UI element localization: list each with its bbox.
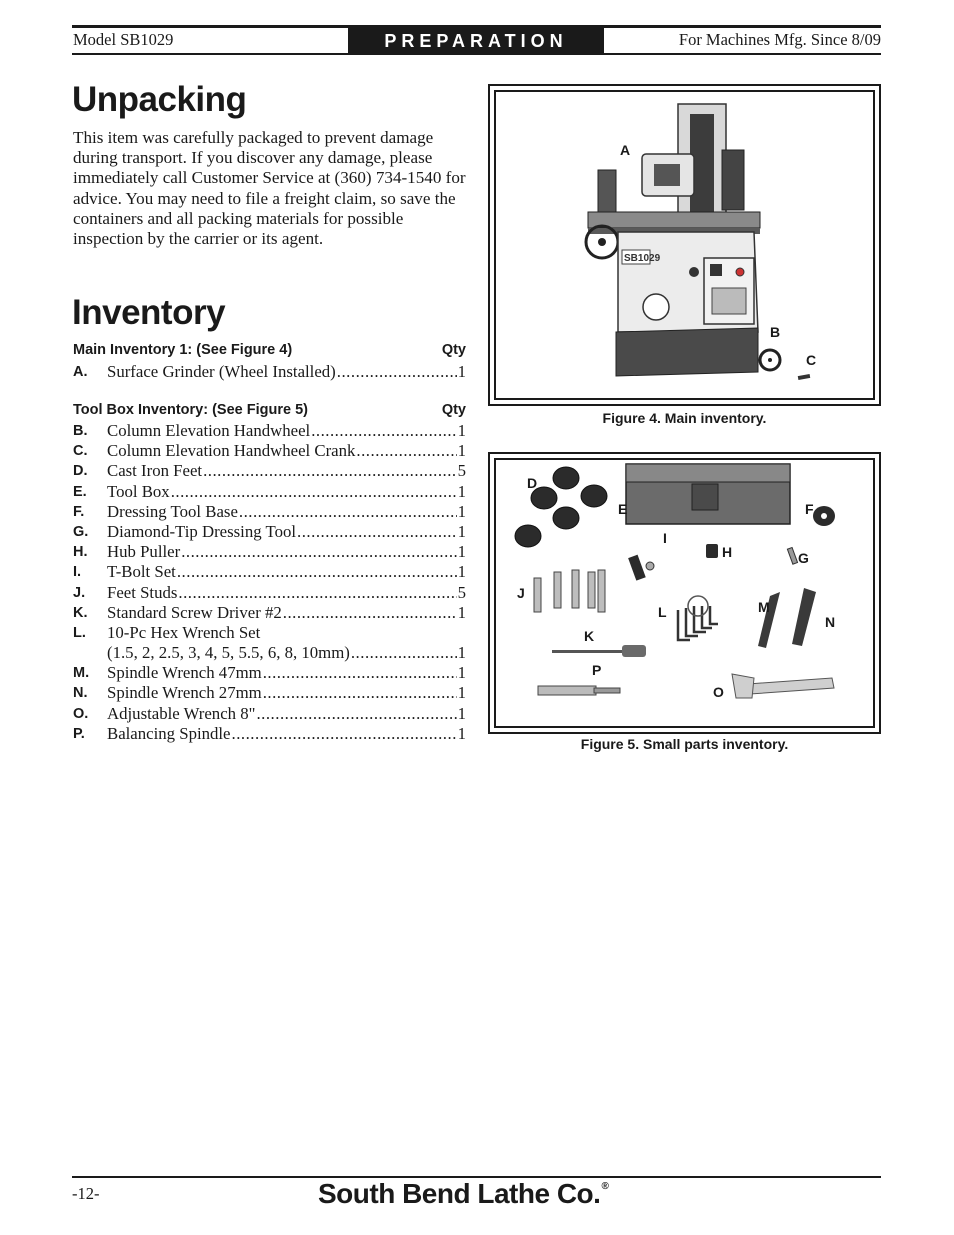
dot-leader [256, 704, 456, 724]
item-line [107, 542, 466, 562]
inventory-item [73, 562, 466, 582]
item-letter: N. [73, 685, 88, 702]
item-line [107, 421, 466, 441]
figure-4-frame [488, 84, 881, 406]
figure-5-image [494, 458, 875, 728]
dot-leader [239, 502, 457, 522]
item-name: Balancing Spindle [107, 723, 231, 743]
inventory-item [73, 461, 466, 481]
registered-mark: ® [601, 1181, 609, 1192]
dot-leader [171, 482, 457, 502]
figure-4-image [494, 90, 875, 400]
inventory-item [73, 623, 466, 663]
item-name: Dressing Tool Base [107, 501, 238, 521]
item-line [107, 603, 466, 623]
item-letter: J. [73, 584, 86, 601]
item-line [107, 441, 466, 461]
header-rule-bottom [72, 53, 881, 55]
item-letter: I. [73, 564, 82, 581]
unpacking-paragraph: This item was carefully packaged to prevent damage during transport. If you discover any damage, please immediately call Customer Service at (360) 734-1540 for advice. You may need to file a freight claim, so save the containers and all packing materials for possible inspection by the carrier or its agent. [73, 128, 466, 249]
inventory-item [73, 362, 466, 382]
item-letter: H. [73, 544, 88, 561]
item-qty: 1 [457, 683, 466, 703]
brand-name: South Bend Lathe Co. [318, 1178, 601, 1209]
item-qty: 1 [457, 362, 466, 381]
item-line [107, 724, 466, 744]
figure-5-label-l: L [658, 604, 667, 620]
item-name: Cast Iron Feet [107, 461, 203, 481]
figure-4-label-b: B [770, 324, 781, 340]
small-parts-illustration [496, 460, 875, 728]
dot-leader [356, 441, 456, 461]
item-qty: 1 [457, 481, 466, 501]
item-letter: M. [73, 665, 90, 682]
dot-leader [177, 562, 457, 582]
inventory-item [73, 724, 466, 744]
dot-leader [337, 362, 457, 382]
figure-5-label-k: K [584, 628, 595, 644]
item-line [107, 522, 466, 542]
item-letter: C. [73, 443, 88, 460]
section-banner: PREPARATION [348, 28, 604, 53]
item-letter: L. [73, 624, 86, 641]
item-letter: P. [73, 725, 85, 742]
figure-5-label-e: E [618, 501, 628, 517]
unpacking-heading: Unpacking [72, 80, 247, 119]
figure-5-label-m: M [758, 599, 770, 615]
toolbox-inventory-heading [73, 402, 466, 418]
inventory-item [73, 482, 466, 502]
item-name: Column Elevation Handwheel Crank [107, 441, 356, 461]
figure-5-label-d: D [527, 475, 538, 491]
main-inventory-heading [73, 342, 466, 358]
inventory-item [73, 421, 466, 441]
item-line [107, 683, 466, 703]
dot-leader [297, 522, 457, 542]
figure-4-caption: Figure 4. Main inventory. [602, 410, 767, 426]
inventory-item [73, 663, 466, 683]
item-letter: G. [73, 523, 89, 540]
toolbox-inventory-list [73, 421, 466, 744]
item-name-continued: (1.5, 2, 2.5, 3, 4, 5, 5.5, 6, 8, 10mm) [107, 643, 350, 663]
dot-leader [232, 724, 457, 744]
item-letter: D. [73, 463, 88, 480]
item-name: Surface Grinder (Wheel Installed) [107, 362, 336, 381]
page-number: -12- [72, 1184, 100, 1203]
item-name: Feet Studs [107, 582, 178, 602]
item-name: Adjustable Wrench 8" [107, 703, 256, 723]
item-line [107, 562, 466, 582]
item-name: T-Bolt Set [107, 562, 176, 582]
dot-leader [351, 643, 457, 663]
inventory-item [73, 502, 466, 522]
toolbox-inventory-qty-header: Qty [441, 402, 466, 418]
item-line [107, 583, 466, 603]
figure-5-caption: Figure 5. Small parts inventory. [580, 736, 789, 752]
item-line [107, 461, 466, 481]
item-qty: 1 [457, 421, 466, 440]
figure-5-label-i: I [663, 530, 667, 546]
figure-5-label-p: P [592, 662, 602, 678]
figure-5-label-g: G [798, 550, 809, 566]
item-name: Spindle Wrench 27mm [107, 683, 262, 703]
item-letter: A. [73, 364, 88, 380]
inventory-item [73, 683, 466, 703]
inventory-item [73, 704, 466, 724]
inventory-item [73, 441, 466, 461]
item-name: Diamond-Tip Dressing Tool [107, 521, 297, 541]
item-qty: 1 [457, 663, 466, 683]
figure-4-label-c: C [806, 352, 817, 368]
dot-leader [263, 683, 457, 703]
figure-5-frame [488, 452, 881, 734]
figure-4-label-a: A [620, 142, 631, 158]
item-qty: 1 [457, 441, 466, 461]
item-letter: O. [73, 705, 89, 722]
figure-5-label-n: N [825, 614, 836, 630]
manufacture-date-label: For Machines Mfg. Since 8/09 [678, 30, 881, 49]
item-letter: K. [73, 604, 88, 621]
item-letter: F. [73, 503, 85, 520]
dot-leader [263, 663, 457, 683]
item-qty: 1 [457, 542, 466, 562]
dot-leader [283, 603, 457, 623]
item-qty: 5 [457, 461, 466, 481]
inventory-heading: Inventory [72, 293, 226, 332]
figure-5-label-f: F [805, 501, 814, 517]
item-qty: 1 [457, 521, 466, 541]
inventory-item [73, 603, 466, 623]
toolbox-inventory-title: Tool Box Inventory: (See Figure 5) [73, 402, 308, 418]
item-line [107, 704, 466, 724]
dot-leader [178, 583, 456, 603]
main-inventory-qty-header: Qty [441, 342, 466, 358]
item-line [107, 643, 466, 663]
brand-logo [318, 1178, 608, 1210]
item-name: Standard Screw Driver #2 [107, 602, 282, 622]
item-qty: 1 [457, 562, 466, 582]
item-line [107, 663, 466, 683]
figure-5-label-j: J [517, 585, 525, 601]
inventory-item [73, 522, 466, 542]
inventory-item [73, 542, 466, 562]
item-name: Tool Box [107, 481, 170, 501]
model-label: Model SB1029 [73, 30, 174, 49]
item-name: Column Elevation Handwheel [107, 421, 311, 440]
item-qty: 5 [457, 582, 466, 602]
surface-grinder-illustration [496, 92, 875, 400]
item-qty: 1 [457, 602, 466, 622]
item-name: 10-Pc Hex Wrench Set [107, 622, 261, 642]
inventory-item [73, 583, 466, 603]
item-qty: 1 [457, 643, 466, 663]
item-line [107, 482, 466, 502]
dot-leader [203, 461, 457, 481]
main-inventory-title: Main Inventory 1: (See Figure 4) [73, 342, 293, 358]
machine-badge: SB1029 [624, 253, 661, 264]
figure-5-label-h: H [722, 544, 733, 560]
item-letter: E. [73, 483, 87, 500]
item-qty: 1 [457, 501, 466, 521]
item-line [107, 362, 466, 382]
figure-5-label-o: O [713, 684, 724, 700]
dot-leader [311, 421, 456, 441]
item-qty: 1 [457, 703, 466, 723]
item-letter: B. [73, 423, 88, 439]
item-line [107, 502, 466, 522]
main-inventory-list [73, 362, 466, 382]
dot-leader [181, 542, 456, 562]
item-qty: 1 [457, 723, 466, 743]
item-name: Spindle Wrench 47mm [107, 663, 262, 683]
item-name: Hub Puller [107, 542, 181, 562]
